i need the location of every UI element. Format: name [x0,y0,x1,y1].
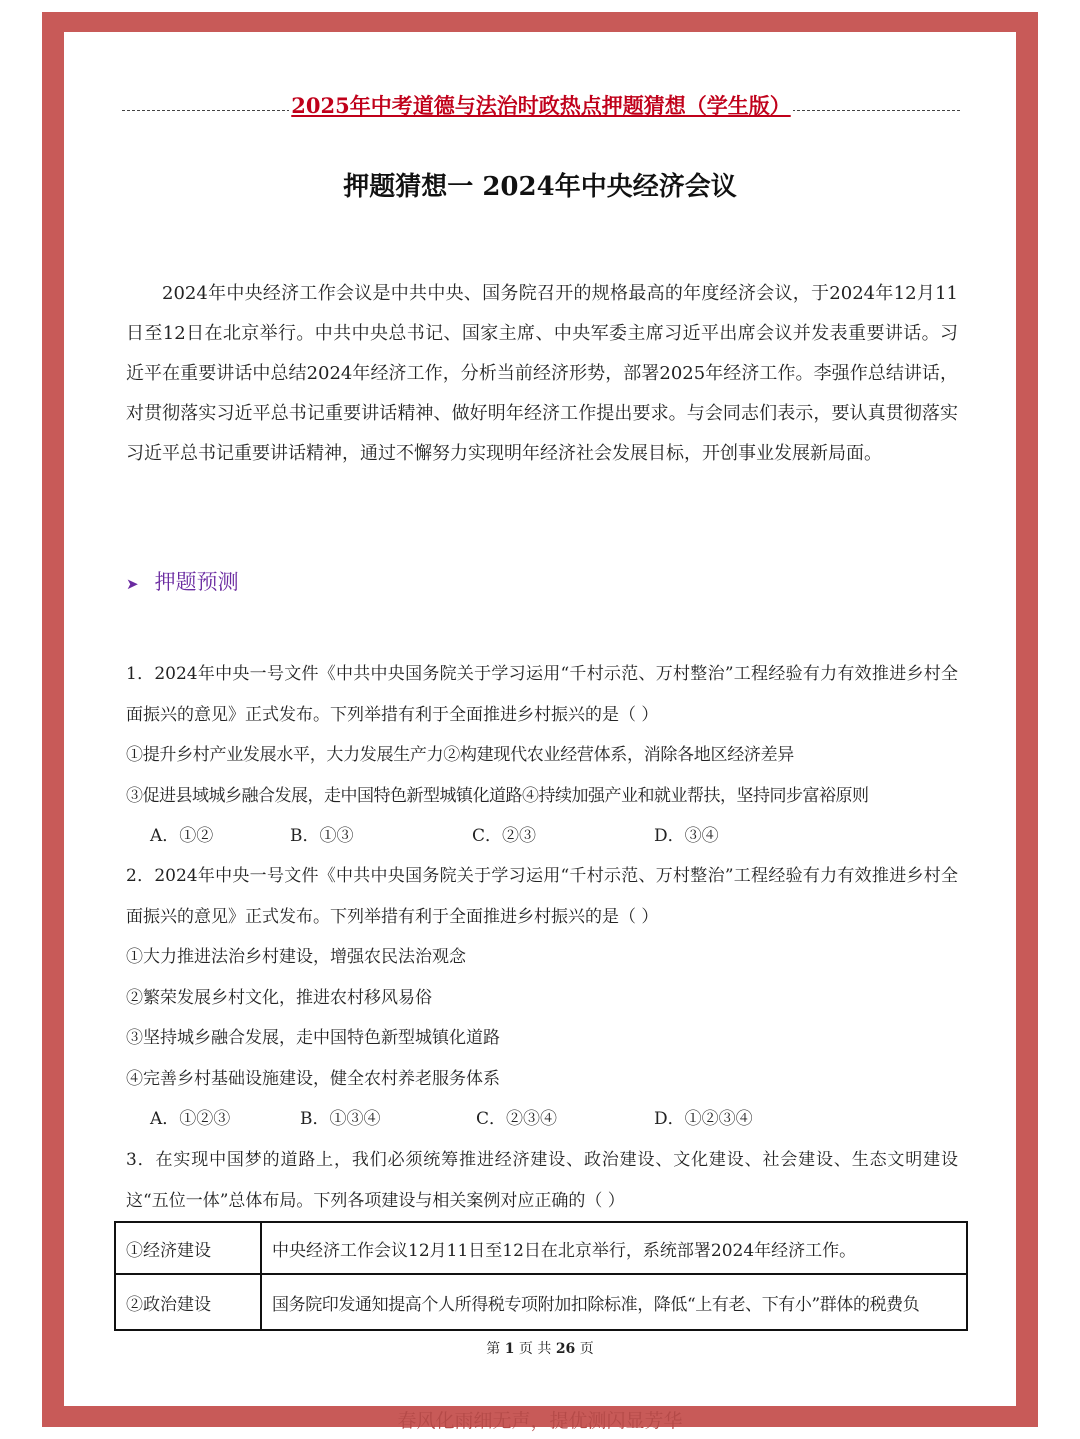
footer-post: 页 [579,1341,594,1357]
question-stem: 1．2024年中央一号文件《中共中央国务院关于学习运用“千村示范、万村整治”工程经验有力有效推进乡村全面振兴的意见》正式发布。下列举措有利于全面推进乡村振兴的是（ ） [126,664,958,725]
question-item: ③促进县域城乡融合发展，走中国特色新型城镇化道路④持续加强产业和就业帮扶，坚持同步富裕原则 [126,785,869,806]
total-page-count: 26 [555,1341,576,1357]
running-header [122,80,960,118]
question-1 [126,654,958,857]
answer-options [126,816,958,857]
question-stem: 2．2024年中央一号文件《中共中央国务院关于学习运用“千村示范、万村整治”工程经验有力有效推进乡村全面振兴的意见》正式发布。下列举措有利于全面推进乡村振兴的是（ ） [126,866,958,927]
table-row [115,1274,967,1330]
table-cell-value: 国务院印发通知提高个人所得税专项附加扣除标准，降低“上有老、下有小”群体的税费负 [261,1274,967,1330]
question-2 [126,856,958,1140]
option-b: B．①③ [290,826,354,846]
question-item: ①提升乡村产业发展水平，大力发展生产力②构建现代农业经营体系，消除各地区经济差异 [126,745,794,765]
question-item: ④完善乡村基础设施建设，健全农村养老服务体系 [126,1068,500,1089]
option-a: A．①② [150,826,214,846]
table-row [115,1222,967,1274]
section-label: 押题预测 [154,570,239,594]
question-3 [126,1140,958,1221]
question-stem: 3．在实现中国梦的道路上，我们必须统筹推进经济建设、政治建设、文化建设、社会建设、生态文明建设这“五位一体”总体布局。下列各项建设与相关案例对应正确的（ ） [126,1150,958,1211]
question-item: ①大力推进法治乡村建设，增强农民法治观念 [126,947,466,967]
footer-mid: 页 共 [518,1341,552,1357]
header-text: 2025年中考道德与法治时政热点押题猜想（学生版） [289,90,792,120]
arrow-icon: ➤ [126,575,139,593]
section-heading [126,566,239,596]
footer-pre: 第 [486,1341,501,1357]
current-page-number: 1 [504,1341,515,1357]
document-page [64,32,1016,1406]
option-d: D．③④ [654,826,719,846]
page-footer [64,1338,1016,1358]
option-c: C．②③④ [476,1109,558,1129]
table-cell-key: ②政治建设 [115,1274,261,1330]
question-item: ②繁荣发展乡村文化，推进农村移风易俗 [126,987,432,1008]
case-table [114,1221,968,1331]
table-cell-key: ①经济建设 [115,1222,261,1274]
page-title: 押题猜想一 2024年中央经济会议 [343,172,737,202]
question-item: ③坚持城乡融合发展，走中国特色新型城镇化道路 [126,1028,500,1048]
option-a: A．①②③ [150,1109,231,1129]
intro-paragraph: 2024年中央经济工作会议是中共中央、国务院召开的规格最高的年度经济会议，于2024年12月11日至12日在北京举行。中共中央总书记、国家主席、中央军委主席习近平出席会议并发表重要讲话。习近平在重要讲话中总结2024年经济工作，分析当前经济形势，部署2025年经济工作。李强作总结讲话，对贯彻落实习近平总书记重要讲话精神、做好明年经济工作提出要求。与会同志们表示，要认真贯彻落实习近平总书记重要讲话精神，通过不懈努力实现明年经济社会发展目标，开创事业发展新局面。 [126,283,959,464]
table-cell-value: 中央经济工作会议12月11日至12日在北京举行，系统部署2024年经济工作。 [261,1222,967,1274]
option-d: D．①②③④ [654,1109,753,1129]
option-b: B．①③④ [300,1109,381,1129]
answer-options [126,1099,958,1140]
option-c: C．②③ [472,826,537,846]
bottom-caption: 春风化雨细无声，提优测闪显芳华 [397,1410,683,1432]
